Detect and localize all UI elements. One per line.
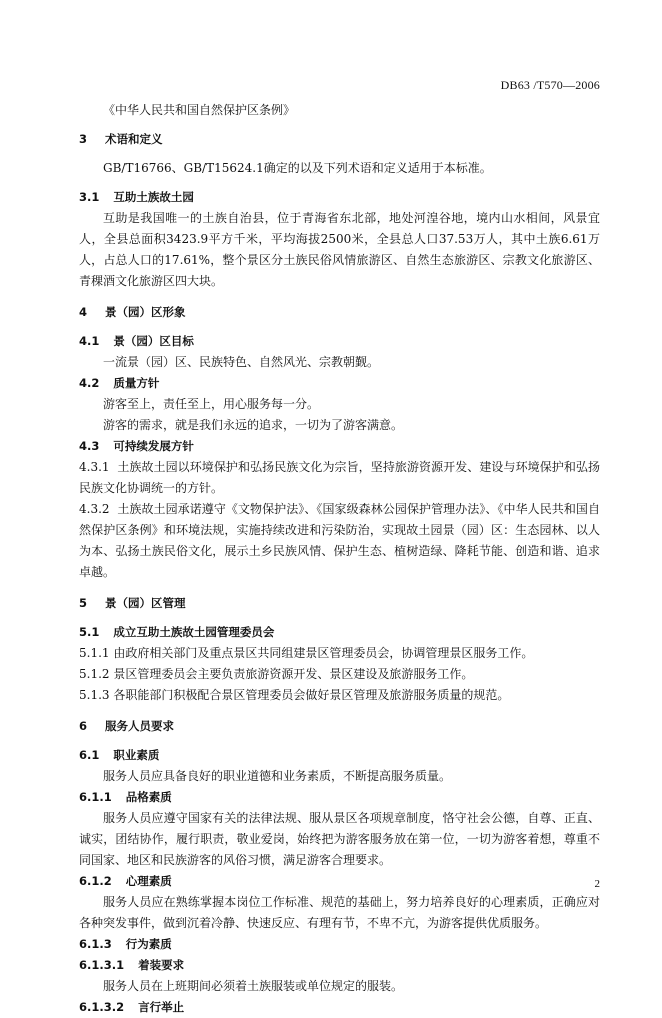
section-6-1-3-heading: [79, 934, 600, 955]
section-number: 4: [79, 305, 88, 319]
clause-5-1-1: [79, 643, 600, 664]
clause-number: 5.1.2: [79, 667, 110, 681]
section-number: 6: [79, 719, 88, 733]
section-4-2-text-1: 游客至上，责任至上，用心服务每一分。: [103, 397, 320, 411]
section-number: 3.1: [79, 190, 100, 204]
clause-5-1-2: [79, 664, 600, 685]
section-title: 品格素质: [125, 790, 172, 804]
section-4-2-heading: [79, 373, 600, 394]
section-number: 5: [79, 596, 88, 610]
clause-number: 5.1.3: [79, 688, 110, 702]
section-4-2-text-2: 游客的需求，就是我们永远的追求，一切为了游客满意。: [103, 418, 404, 432]
section-title: 质量方针: [113, 376, 160, 390]
section-3-text: GB/T16766、GB/T15624.1确定的以及下列术语和定义适用于本标准。: [103, 161, 492, 175]
section-number: 6.1.1: [79, 790, 112, 804]
section-3-1-text: 互助是我国唯一的土族自治县，位于青海省东北部，地处河湟谷地，境内山水相间，风景宜人，全县总面积3423.9平方千米，平均海拔2500米，全县总人口37.53万人，其中土族6.61万人，占总人口的17.61%，整个景区分土族民俗风情旅游区、自然生态旅游区、宗教文化旅游区、青稞酒文化旅游区四大块。: [79, 211, 600, 288]
clause-text: 土族故土园承诺遵守《文物保护法》、《国家级森林公园保护管理办法》、《中华人民共和国自然保护区条例》和环境法规，实施持续改进和污染防治，实现故土园景（园）区：生态园林、以人为本、弘扬土族民俗文化，展示土乡民族风情、保护生态、植树造绿、降耗节能、创造和谐、追求卓越。: [79, 502, 600, 579]
section-4-1-text: 一流景（园）区、民族特色、自然风光、宗教朝觐。: [103, 355, 380, 369]
section-3-heading: [79, 129, 600, 150]
section-title: 职业素质: [113, 748, 160, 762]
section-4-3-heading: [79, 436, 600, 457]
section-number: 3: [79, 132, 88, 146]
section-title: 心理素质: [125, 874, 172, 888]
section-6-1-3-1-text: 服务人员在上班期间必须着土族服装或单位规定的服装。: [103, 979, 404, 993]
section-6-1-1-text: 服务人员应遵守国家有关的法律法规、服从景区各项规章制度，恪守社会公德，自尊、正直、诚实，团结协作，履行职责，敬业爱岗，始终把为游客服务放在第一位，一切为游客着想，尊重不同国家、地区和民族游客的风俗习惯，满足游客合理要求。: [79, 811, 600, 867]
section-5-heading: [79, 593, 600, 614]
section-6-1-3-2-heading: [79, 997, 600, 1018]
section-6-1-2-heading: [79, 871, 600, 892]
section-number: 4.2: [79, 376, 100, 390]
section-title: 成立互助土族故土园管理委员会: [113, 625, 275, 639]
section-3-1-heading: [79, 187, 600, 208]
section-title: 服务人员要求: [105, 719, 174, 733]
section-title: 言行举止: [138, 1000, 185, 1014]
clause-4-3-1: [79, 457, 600, 499]
page-number: 2: [594, 878, 600, 890]
document-body: [79, 100, 600, 1018]
section-number: 6.1.2: [79, 874, 112, 888]
clause-text: 景区管理委员会主要负责旅游资源开发、景区建设及旅游服务工作。: [113, 667, 474, 681]
section-4-heading: [79, 302, 600, 323]
section-title: 术语和定义: [105, 132, 163, 146]
section-6-1-2-text: 服务人员应在熟练掌握本岗位工作标准、规范的基础上，努力培养良好的心理素质，正确应对各种突发事件，做到沉着冷静、快速反应、有理有节，不卑不亢，为游客提供优质服务。: [79, 895, 600, 930]
section-number: 4.3: [79, 439, 100, 453]
section-title: 行为素质: [125, 937, 172, 951]
clause-number: 5.1.1: [79, 646, 110, 660]
clause-text: 各职能部门积极配合景区管理委员会做好景区管理及旅游服务质量的规范。: [113, 688, 510, 702]
clause-number: 4.3.2: [79, 502, 110, 516]
section-title: 景（园）区管理: [105, 596, 186, 610]
section-4-1-heading: [79, 331, 600, 352]
section-6-1-3-1-heading: [79, 955, 600, 976]
section-number: 6.1.3: [79, 937, 112, 951]
section-6-1-text: 服务人员应具备良好的职业道德和业务素质，不断提高服务质量。: [103, 769, 452, 783]
section-title: 可持续发展方针: [113, 439, 194, 453]
section-number: 6.1.3.1: [79, 958, 125, 972]
section-title: 互助土族故土园: [113, 190, 194, 204]
section-title: 景（园）区目标: [113, 334, 194, 348]
document-code: DB63 /T570—2006: [500, 78, 600, 92]
section-5-1-heading: [79, 622, 600, 643]
section-6-heading: [79, 716, 600, 737]
reference-line: 《中华人民共和国自然保护区条例》: [103, 103, 296, 117]
section-number: 4.1: [79, 334, 100, 348]
section-number: 5.1: [79, 625, 100, 639]
section-6-1-heading: [79, 745, 600, 766]
section-title: 景（园）区形象: [105, 305, 186, 319]
clause-text: 土族故土园以环境保护和弘扬民族文化为宗旨，坚持旅游资源开发、建设与环境保护和弘扬民族文化协调统一的方针。: [79, 460, 600, 495]
clause-text: 由政府相关部门及重点景区共同组建景区管理委员会，协调管理景区服务工作。: [113, 646, 534, 660]
clause-4-3-2: [79, 499, 600, 583]
section-title: 着装要求: [138, 958, 185, 972]
clause-number: 4.3.1: [79, 460, 110, 474]
section-number: 6.1: [79, 748, 100, 762]
section-6-1-1-heading: [79, 787, 600, 808]
section-number: 6.1.3.2: [79, 1000, 125, 1014]
clause-5-1-3: [79, 685, 600, 706]
